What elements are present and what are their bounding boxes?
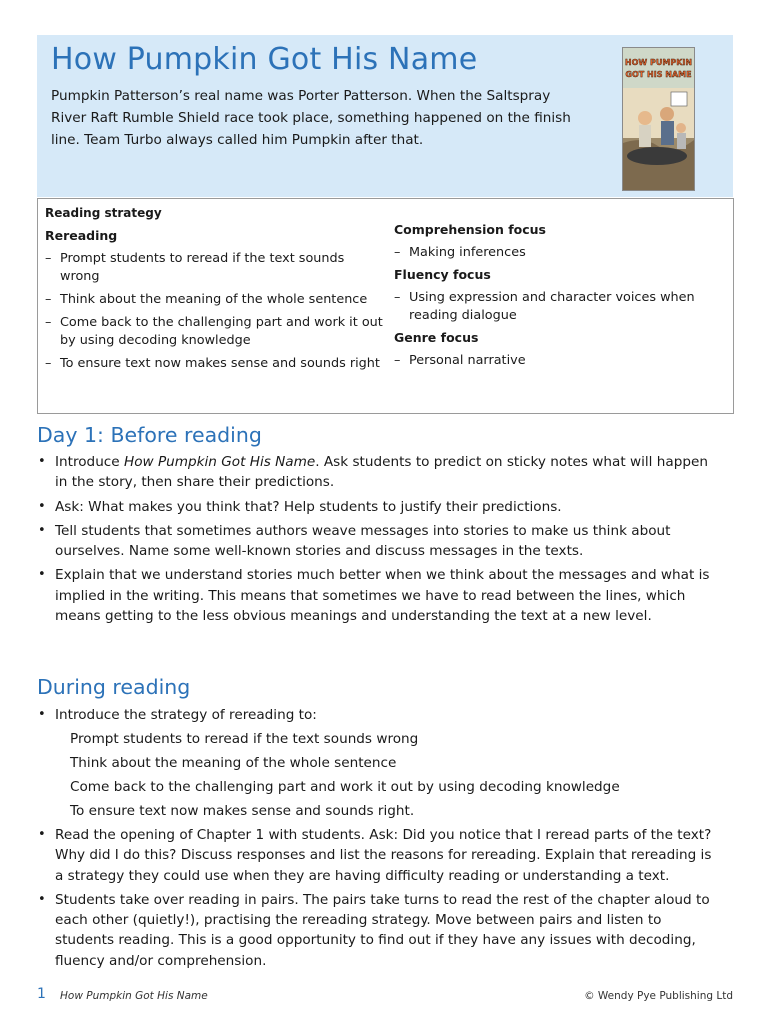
list-item-text: Students take over reading in pairs. The pairs take turns to read the rest of the chapter aloud to each other (quietly!), practising the rereading strategy. Move between pairs and listen to students reading. This is a good opportunity to find out if they have any issues with decoding, fluency and/or comprehension. [55, 891, 710, 969]
list-item: • Read the opening of Chapter 1 with students. Ask: Did you notice that I reread parts of the text? Why did I do this? Discuss responses and list the reasons for rereading. Explain that rereading is a strategy they could use when they are having difficulty reading or understanding a text. [38, 827, 712, 884]
rereading-item: – To ensure text now makes sense and sounds right [45, 356, 380, 371]
list-item: • Students take over reading in pairs. The pairs take turns to read the rest of the chapter aloud to each other (quietly!), practising the rereading strategy. Move between pairs and listen to students reading. This is a good opportunity to find out if they have any issues with decoding, fluency and/or comprehension. [38, 891, 710, 969]
sub-list-item: Come back to the challenging part and work it out by using decoding knowledge [70, 779, 620, 795]
reading-strategy-label: Reading strategy [45, 206, 162, 220]
list-item-text: Introduce the strategy of rereading to: [55, 707, 317, 723]
list-item-text: Read the opening of Chapter 1 with students. Ask: Did you notice that I reread parts of the text? Why did I do this? Discuss responses and list the reasons for rereading. Explain that rereading is a strategy they could use when they are having difficulty reading or understanding a text. [55, 827, 712, 884]
genre-focus-item: – Personal narrative [394, 353, 526, 368]
during-reading-list [37, 705, 717, 725]
list-item-text: Introduce [55, 454, 124, 470]
book-cover-illustration [623, 48, 694, 190]
genre-focus-label: Genre focus [394, 330, 479, 345]
rereading-item-text: To ensure text now makes sense and sounds right [60, 356, 380, 371]
list-item: • Explain that we understand stories much better when we think about the messages and what is implied in the writing. This means that sometimes we have to read between the lines, which means getting to the less obvious meanings and understanding the text at a new level. [38, 567, 710, 625]
reading-strategy-column [45, 204, 385, 373]
fluency-focus-label: Fluency focus [394, 267, 491, 282]
book-title-emphasis: How Pumpkin Got His Name [123, 454, 316, 470]
list-item-text: Explain that we understand stories much better when we think about the messages and what is implied in the writing. This means that sometimes we have to read between the lines, which means getting to the less obvious meanings and understanding the text at a new level. [55, 567, 710, 625]
list-item-text: . Ask students to predict on sticky notes what will happen in the story, then share their predictions. [55, 454, 708, 491]
during-reading-heading: During reading [37, 675, 191, 699]
rereading-sub-list [37, 727, 717, 823]
cover-title-line1: HOW PUMPKIN [624, 58, 693, 67]
page-title: How Pumpkin Got His Name [51, 42, 478, 77]
header-panel [37, 35, 733, 197]
intro-text: Pumpkin Patterson’s real name was Porter Patterson. When the Saltspray River Raft Rumble Shield race took place, something happened on the finish line. Team Turbo always called him Pumpkin after that. [51, 88, 571, 148]
list-item: • Tell students that sometimes authors weave messages into stories to make us think about ourselves. Name some well-known stories and discuss messages in the texts. [38, 522, 671, 560]
page-number: 1 [37, 986, 46, 1002]
footer-title: How Pumpkin Got His Name [60, 990, 208, 1002]
rereading-item-text: Come back to the challenging part and work it out by using decoding knowledge [60, 315, 383, 348]
sub-list-item: Think about the meaning of the whole sentence [70, 755, 397, 771]
comprehension-focus-label: Comprehension focus [394, 222, 546, 237]
list-item: • Introduce How Pumpkin Got His Name. Ask students to predict on sticky notes what will happen in the story, then share their predictions. [38, 454, 708, 491]
day1-heading: Day 1: Before reading [37, 423, 262, 447]
rereading-item: – Think about the meaning of the whole sentence [45, 292, 368, 307]
day1-list [37, 452, 717, 626]
comprehension-focus-item: – Making inferences [394, 245, 526, 260]
focus-box [37, 198, 734, 414]
sub-list-item: Prompt students to reread if the text sounds wrong [70, 731, 419, 747]
rereading-item: – Come back to the challenging part and work it out by using decoding knowledge [45, 315, 383, 348]
sub-list-item: To ensure text now makes sense and sounds right. [70, 803, 415, 819]
fluency-focus-item: – Using expression and character voices when reading dialogue [394, 290, 695, 323]
rereading-item: – Prompt students to reread if the text sounds wrong [45, 251, 345, 284]
rereading-label: Rereading [45, 228, 118, 243]
focus-column [394, 221, 724, 370]
rereading-item-text: Prompt students to reread if the text sounds wrong [60, 251, 345, 284]
genre-focus-text: Personal narrative [409, 353, 526, 368]
footer-copyright: © Wendy Pye Publishing Ltd [584, 990, 733, 1002]
comprehension-focus-text: Making inferences [409, 245, 526, 260]
fluency-focus-text: Using expression and character voices when reading dialogue [409, 290, 695, 323]
rereading-item-text: Think about the meaning of the whole sentence [60, 292, 368, 307]
list-item-text: Tell students that sometimes authors weave messages into stories to make us think about ourselves. Name some well-known stories and discuss messages in the texts. [55, 522, 671, 560]
during-reading-list-cont [37, 825, 717, 971]
list-item: • Introduce the strategy of rereading to: [38, 707, 317, 723]
list-item: • Ask: What makes you think that? Help students to justify their predictions. [38, 498, 562, 515]
cover-title-line2: GOT HIS NAME [625, 70, 692, 79]
book-cover-image [622, 47, 695, 191]
list-item-text: Ask: What makes you think that? Help students to justify their predictions. [55, 498, 562, 515]
